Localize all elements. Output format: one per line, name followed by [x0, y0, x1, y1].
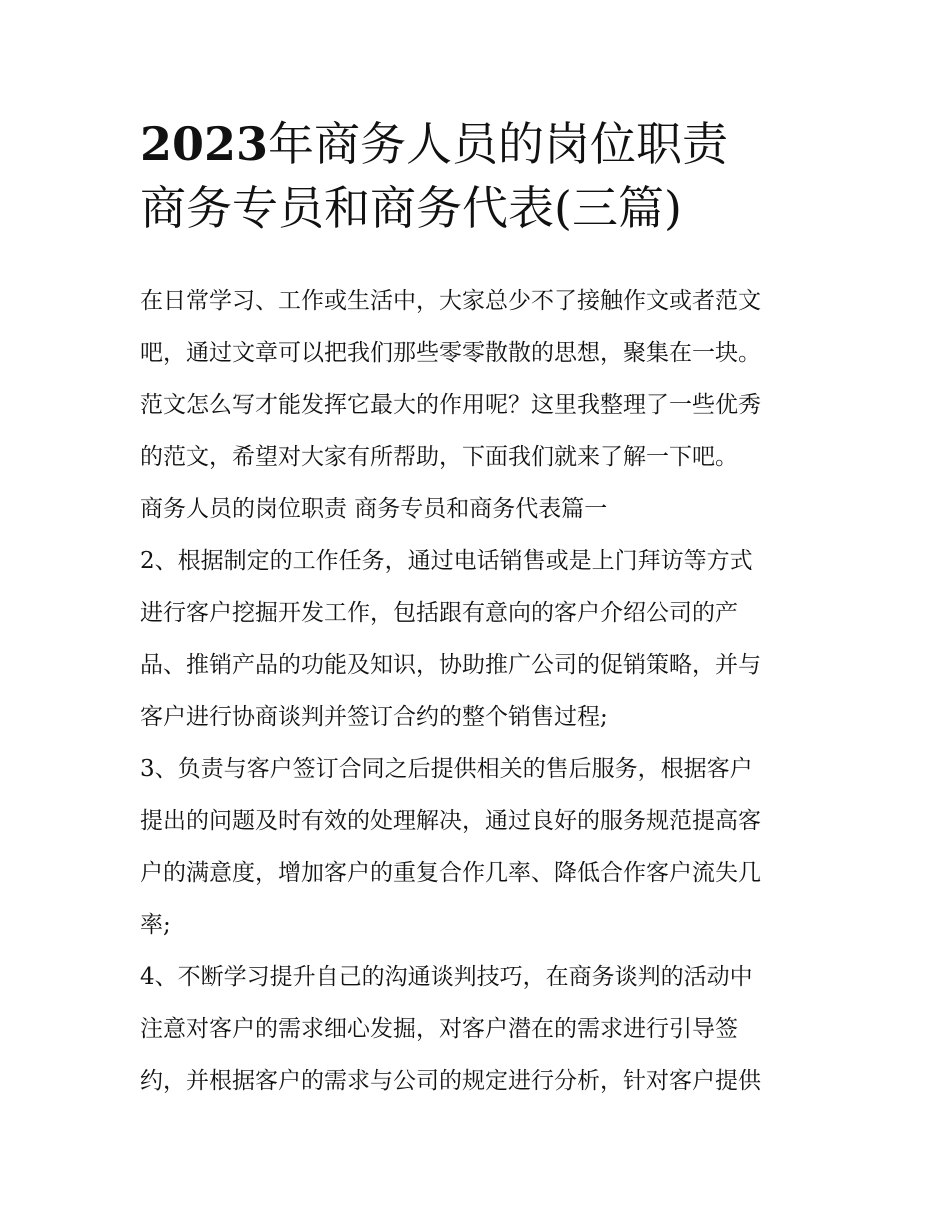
body-line: 注意对客户的需求细心发掘，对客户潜在的需求进行引导签 — [140, 1016, 738, 1042]
body-line: 客户进行协商谈判并签订合约的整个销售过程; — [140, 704, 608, 730]
body-line: 品、推销产品的功能及知识，协助推广公司的促销策略，并与 — [140, 652, 761, 678]
body-line: 吧，通过文章可以把我们那些零零散散的思想，聚集在一块。 — [140, 340, 761, 366]
body-line: 提出的问题及时有效的处理解决，通过良好的服务规范提高客 — [140, 808, 761, 834]
body-line: 2、根据制定的工作任务，通过电话销售或是上门拜访等方式 — [140, 548, 753, 574]
section-heading: 商务人员的岗位职责 商务专员和商务代表篇一 — [140, 496, 608, 522]
body-line: 率; — [140, 912, 171, 938]
body-line: 3、负责与客户签订合同之后提供相关的售后服务，根据客户 — [140, 756, 753, 782]
title-year: 2023 — [140, 117, 269, 171]
document-body — [140, 275, 820, 1107]
body-line: 约，并根据客户的需求与公司的规定进行分析，针对客户提供 — [140, 1068, 761, 1094]
title-line2: 商务专员和商务代表(三篇) — [140, 181, 682, 235]
body-line: 进行客户挖掘开发工作，包括跟有意向的客户介绍公司的产 — [140, 600, 738, 626]
title-line1-rest: 年商务人员的岗位职责 — [268, 117, 729, 171]
body-line: 4、不断学习提升自己的沟通谈判技巧，在商务谈判的活动中 — [140, 964, 753, 990]
body-line: 户的满意度，增加客户的重复合作几率、降低合作客户流失几 — [140, 860, 761, 886]
document-title — [140, 112, 840, 240]
body-line: 的范文，希望对大家有所帮助，下面我们就来了解一下吧。 — [140, 444, 738, 470]
body-line: 在日常学习、工作或生活中，大家总少不了接触作文或者范文 — [140, 288, 761, 314]
body-line: 范文怎么写才能发挥它最大的作用呢？这里我整理了一些优秀 — [140, 392, 761, 418]
